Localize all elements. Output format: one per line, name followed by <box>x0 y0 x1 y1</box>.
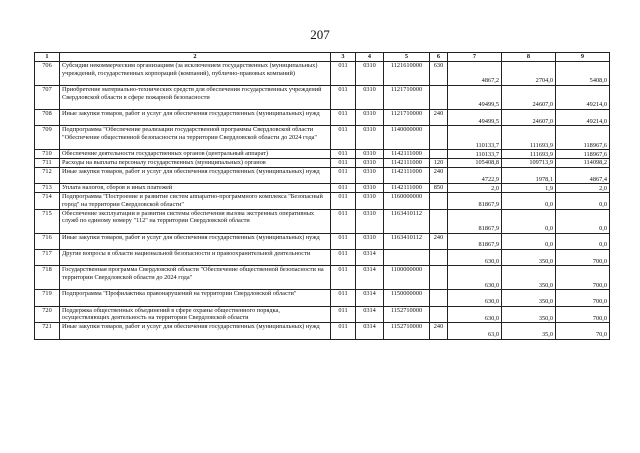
item-name: Обеспечение деятельности государственных органов (центральный аппарат) <box>60 150 331 159</box>
amount-year-1: 81867,9 <box>448 233 502 249</box>
amount-year-2: 1978,1 <box>502 167 556 183</box>
row-number: 715 <box>35 209 60 233</box>
amount-year-2: 0,0 <box>502 209 556 233</box>
expense-type-code <box>430 86 448 110</box>
table-row <box>35 62 610 86</box>
column-header: 1 <box>35 53 60 62</box>
column-header: 2 <box>60 53 331 62</box>
amount-year-3: 0,0 <box>556 209 610 233</box>
row-number: 707 <box>35 86 60 110</box>
amount-year-1: 105408,8 <box>448 159 502 168</box>
row-number: 713 <box>35 184 60 193</box>
amount-year-3: 700,0 <box>556 249 610 265</box>
item-name: Подпрограмма "Профилактика правонарушений на территории Свердловской области" <box>60 290 331 306</box>
page-number: 207 <box>310 27 330 42</box>
amount-year-3: 4867,4 <box>556 167 610 183</box>
table-row <box>35 323 610 339</box>
amount-year-1: 81867,9 <box>448 193 502 209</box>
row-number: 719 <box>35 290 60 306</box>
table-row <box>35 290 610 306</box>
expense-type-code: 240 <box>430 233 448 249</box>
amount-year-1: 49499,5 <box>448 86 502 110</box>
column-header: 6 <box>430 53 448 62</box>
section-code: 0314 <box>356 249 384 265</box>
column-header: 8 <box>502 53 556 62</box>
amount-year-2: 0,0 <box>502 193 556 209</box>
ministry-code: 011 <box>331 159 356 168</box>
amount-year-3: 49214,0 <box>556 86 610 110</box>
target-article-code: 1121710000 <box>384 110 430 126</box>
amount-year-2: 1,9 <box>502 184 556 193</box>
amount-year-2: 24607,0 <box>502 110 556 126</box>
ministry-code: 011 <box>331 266 356 290</box>
target-article-code: 1152710000 <box>384 306 430 322</box>
section-code: 0310 <box>356 193 384 209</box>
target-article-code: 1152710000 <box>384 323 430 339</box>
item-name: Другие вопросы в области национальной безопасности и правоохранительной деятельности <box>60 249 331 265</box>
column-header: 4 <box>356 53 384 62</box>
amount-year-1: 630,0 <box>448 249 502 265</box>
amount-year-1: 4867,2 <box>448 62 502 86</box>
row-number: 708 <box>35 110 60 126</box>
amount-year-3: 700,0 <box>556 306 610 322</box>
table-row <box>35 233 610 249</box>
amount-year-2: 0,0 <box>502 233 556 249</box>
expense-type-code <box>430 150 448 159</box>
section-code: 0310 <box>356 184 384 193</box>
table-header-row <box>35 53 610 62</box>
target-article-code: 1121610000 <box>384 62 430 86</box>
item-name: Иные закупки товаров, работ и услуг для обеспечения государственных (муниципальных) нужд <box>60 167 331 183</box>
item-name: Иные закупки товаров, работ и услуг для обеспечения государственных (муниципальных) нужд <box>60 110 331 126</box>
ministry-code: 011 <box>331 126 356 150</box>
expense-type-code <box>430 266 448 290</box>
item-name: Расходы на выплаты персоналу государственных (муниципальных) органов <box>60 159 331 168</box>
section-code: 0314 <box>356 266 384 290</box>
expense-type-code <box>430 249 448 265</box>
item-name: Субсидии некоммерческим организациям (за исключением государственных (муниципальных) учреждений, государственных корпораций (компаний), публично-правовых компаний) <box>60 62 331 86</box>
target-article-code: 1121710000 <box>384 86 430 110</box>
target-article-code: 1142111000 <box>384 150 430 159</box>
row-number: 712 <box>35 167 60 183</box>
target-article-code: 1163410112 <box>384 209 430 233</box>
amount-year-3: 49214,0 <box>556 110 610 126</box>
budget-table <box>34 52 610 340</box>
amount-year-2: 111693,9 <box>502 126 556 150</box>
ministry-code: 011 <box>331 209 356 233</box>
row-number: 714 <box>35 193 60 209</box>
row-number: 717 <box>35 249 60 265</box>
expense-type-code: 240 <box>430 110 448 126</box>
amount-year-1: 630,0 <box>448 290 502 306</box>
amount-year-3: 5408,0 <box>556 62 610 86</box>
ministry-code: 011 <box>331 167 356 183</box>
amount-year-1: 63,0 <box>448 323 502 339</box>
ministry-code: 011 <box>331 150 356 159</box>
target-article-code: 1142111000 <box>384 159 430 168</box>
table-row <box>35 306 610 322</box>
section-code: 0314 <box>356 306 384 322</box>
target-article-code <box>384 249 430 265</box>
table-row <box>35 249 610 265</box>
ministry-code: 011 <box>331 233 356 249</box>
column-header: 3 <box>331 53 356 62</box>
expense-type-code <box>430 126 448 150</box>
amount-year-2: 350,0 <box>502 266 556 290</box>
section-code: 0310 <box>356 233 384 249</box>
ministry-code: 011 <box>331 306 356 322</box>
target-article-code: 1163410112 <box>384 233 430 249</box>
ministry-code: 011 <box>331 193 356 209</box>
expense-type-code <box>430 209 448 233</box>
row-number: 720 <box>35 306 60 322</box>
amount-year-3: 114098,2 <box>556 159 610 168</box>
section-code: 0314 <box>356 323 384 339</box>
item-name: Уплата налогов, сборов и иных платежей <box>60 184 331 193</box>
section-code: 0310 <box>356 86 384 110</box>
row-number: 709 <box>35 126 60 150</box>
ministry-code: 011 <box>331 290 356 306</box>
row-number: 711 <box>35 159 60 168</box>
item-name: Подпрограмма "Построение и развитие систем аппаратно-программного комплекса "Безопасный город" на территории Свердловской области" <box>60 193 331 209</box>
amount-year-2: 350,0 <box>502 290 556 306</box>
section-code: 0310 <box>356 110 384 126</box>
target-article-code: 1140000000 <box>384 126 430 150</box>
item-name: Государственная программа Свердловской области "Обеспечение общественной безопасности на территории Свердловской области до 2024 года" <box>60 266 331 290</box>
item-name: Иные закупки товаров, работ и услуг для обеспечения государственных (муниципальных) нужд <box>60 233 331 249</box>
amount-year-3: 700,0 <box>556 290 610 306</box>
row-number: 710 <box>35 150 60 159</box>
amount-year-1: 81867,9 <box>448 209 502 233</box>
ministry-code: 011 <box>331 184 356 193</box>
amount-year-3: 2,0 <box>556 184 610 193</box>
row-number: 721 <box>35 323 60 339</box>
amount-year-3: 0,0 <box>556 193 610 209</box>
amount-year-1: 110133,7 <box>448 126 502 150</box>
section-code: 0310 <box>356 150 384 159</box>
target-article-code: 1150000000 <box>384 290 430 306</box>
amount-year-2: 350,0 <box>502 306 556 322</box>
column-header: 5 <box>384 53 430 62</box>
row-number: 716 <box>35 233 60 249</box>
table-row <box>35 150 610 159</box>
item-name: Поддержка общественных объединений в сфере охраны общественного порядка, осуществляющих деятельность на территории Свердловской области <box>60 306 331 322</box>
item-name: Подпрограмма "Обеспечение реализации государственной программы Свердловской области "Обеспечение общественной безопасности на территории Свердловской области до 2024 года" <box>60 126 331 150</box>
table-row <box>35 209 610 233</box>
amount-year-3: 0,0 <box>556 233 610 249</box>
section-code: 0310 <box>356 62 384 86</box>
expense-type-code <box>430 290 448 306</box>
expense-type-code <box>430 193 448 209</box>
expense-type-code: 630 <box>430 62 448 86</box>
target-article-code: 1160000000 <box>384 193 430 209</box>
amount-year-2: 350,0 <box>502 249 556 265</box>
ministry-code: 011 <box>331 62 356 86</box>
expense-type-code: 850 <box>430 184 448 193</box>
table-row <box>35 110 610 126</box>
amount-year-2: 35,0 <box>502 323 556 339</box>
table-row <box>35 266 610 290</box>
amount-year-2: 111693,9 <box>502 150 556 159</box>
amount-year-1: 2,0 <box>448 184 502 193</box>
column-header: 9 <box>556 53 610 62</box>
amount-year-1: 110133,7 <box>448 150 502 159</box>
expense-type-code: 120 <box>430 159 448 168</box>
item-name: Приобретение материально-технических средств для обеспечения государственных учреждений Свердловской области в сфере пожарной безопасности <box>60 86 331 110</box>
amount-year-1: 49499,5 <box>448 110 502 126</box>
table-row <box>35 86 610 110</box>
column-header: 7 <box>448 53 502 62</box>
amount-year-3: 118967,6 <box>556 150 610 159</box>
amount-year-2: 2704,0 <box>502 62 556 86</box>
ministry-code: 011 <box>331 86 356 110</box>
table-row <box>35 159 610 168</box>
amount-year-1: 630,0 <box>448 266 502 290</box>
table-row <box>35 184 610 193</box>
table-row <box>35 193 610 209</box>
amount-year-3: 700,0 <box>556 266 610 290</box>
section-code: 0310 <box>356 126 384 150</box>
target-article-code: 1100000000 <box>384 266 430 290</box>
section-code: 0310 <box>356 159 384 168</box>
section-code: 0314 <box>356 290 384 306</box>
ministry-code: 011 <box>331 110 356 126</box>
amount-year-2: 24607,0 <box>502 86 556 110</box>
section-code: 0310 <box>356 167 384 183</box>
amount-year-3: 70,0 <box>556 323 610 339</box>
expense-type-code: 240 <box>430 167 448 183</box>
table-row <box>35 126 610 150</box>
row-number: 718 <box>35 266 60 290</box>
target-article-code: 1142111000 <box>384 184 430 193</box>
amount-year-2: 109713,9 <box>502 159 556 168</box>
ministry-code: 011 <box>331 249 356 265</box>
amount-year-3: 118967,6 <box>556 126 610 150</box>
ministry-code: 011 <box>331 323 356 339</box>
expense-type-code <box>430 306 448 322</box>
section-code: 0310 <box>356 209 384 233</box>
amount-year-1: 630,0 <box>448 306 502 322</box>
target-article-code: 1142111000 <box>384 167 430 183</box>
expense-type-code: 240 <box>430 323 448 339</box>
item-name: Обеспечение эксплуатации и развития системы обеспечения вызова экстренных оперативных служб по единому номеру "112" на территории Свердловской области <box>60 209 331 233</box>
amount-year-1: 4722,9 <box>448 167 502 183</box>
table-row <box>35 167 610 183</box>
row-number: 706 <box>35 62 60 86</box>
item-name: Иные закупки товаров, работ и услуг для обеспечения государственных (муниципальных) нужд <box>60 323 331 339</box>
